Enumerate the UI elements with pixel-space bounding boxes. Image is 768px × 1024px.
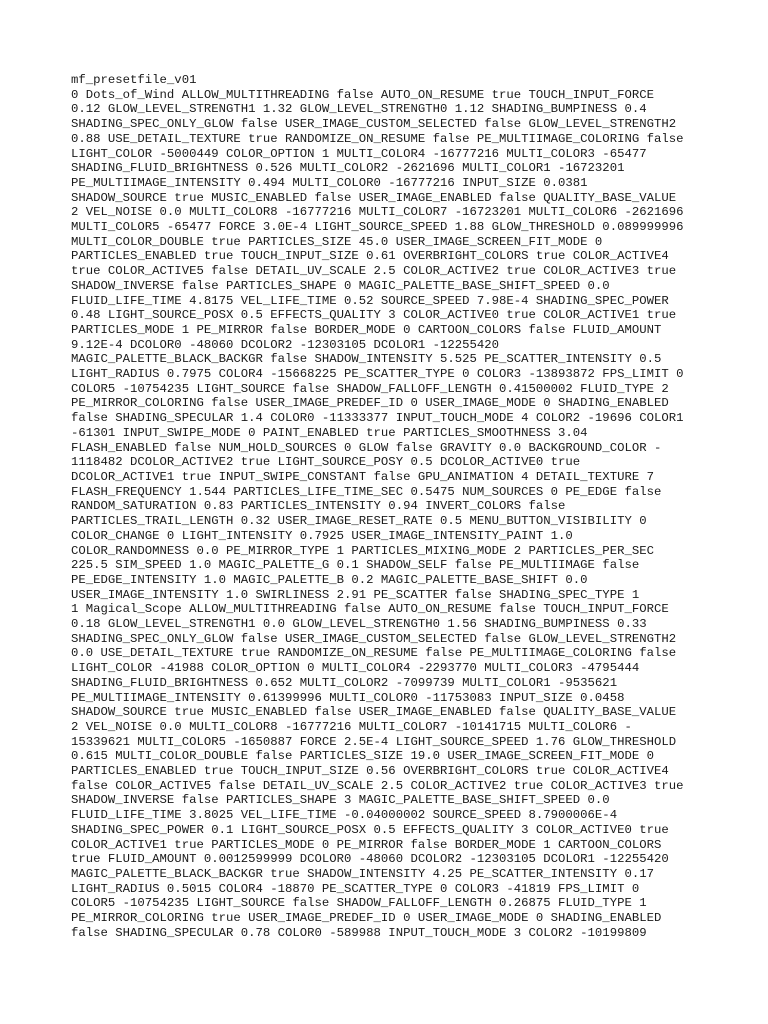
text-line: SHADING_SPEC_POWER 0.1 LIGHT_SOURCE_POSX 0.5 EFFECTS_QUALITY 3 COLOR_ACTIVE0 true [71, 822, 669, 837]
text-line: 0.615 MULTI_COLOR_DOUBLE false PARTICLES_SIZE 19.0 USER_IMAGE_SCREEN_FIT_MODE 0 [71, 749, 654, 764]
text-line: 0.0 USE_DETAIL_TEXTURE true RANDOMIZE_ON_RESUME false PE_MULTIIMAGE_COLORING false [71, 646, 677, 661]
text-line: SHADOW_SOURCE true MUSIC_ENABLED false USER_IMAGE_ENABLED false QUALITY_BASE_VALUE [71, 190, 677, 205]
text-line: PE_MULTIIMAGE_INTENSITY 0.61399996 MULTI_COLOR0 -11753083 INPUT_SIZE 0.0458 [71, 690, 625, 705]
text-line: 0.18 GLOW_LEVEL_STRENGTH1 0.0 GLOW_LEVEL_STRENGTH0 1.56 SHADING_BUMPINESS 0.33 [71, 617, 647, 632]
text-line: 1118482 DCOLOR_ACTIVE2 true LIGHT_SOURCE_POSY 0.5 DCOLOR_ACTIVE0 true [71, 455, 581, 470]
text-line: 9.12E-4 DCOLOR0 -48060 DCOLOR2 -12303105 DCOLOR1 -12255420 [71, 337, 500, 352]
text-line: SHADING_FLUID_BRIGHTNESS 0.652 MULTI_COLOR2 -7099739 MULTI_COLOR1 -9535621 [71, 675, 618, 690]
text-line: PARTICLES_ENABLED true TOUCH_INPUT_SIZE 0.56 OVERBRIGHT_COLORS true COLOR_ACTIVE4 [71, 764, 669, 779]
text-line: MULTI_COLOR_DOUBLE true PARTICLES_SIZE 45.0 USER_IMAGE_SCREEN_FIT_MODE 0 [71, 234, 603, 249]
text-line: 2 VEL_NOISE 0.0 MULTI_COLOR8 -16777216 MULTI_COLOR7 -16723201 MULTI_COLOR6 -2621696 [71, 205, 684, 220]
text-line: 0.12 GLOW_LEVEL_STRENGTH1 1.32 GLOW_LEVEL_STRENGTH0 1.12 SHADING_BUMPINESS 0.4 [71, 102, 647, 117]
text-line: PE_MIRROR_COLORING false USER_IMAGE_PREDEF_ID 0 USER_IMAGE_MODE 0 SHADING_ENABLED [71, 396, 669, 411]
text-line: FLUID_LIFE_TIME 4.8175 VEL_LIFE_TIME 0.52 SOURCE_SPEED 7.98E-4 SHADING_SPEC_POWER [71, 293, 669, 308]
text-line: SHADOW_INVERSE false PARTICLES_SHAPE 3 MAGIC_PALETTE_BASE_SHIFT_SPEED 0.0 [71, 793, 610, 808]
text-line: SHADOW_INVERSE false PARTICLES_SHAPE 0 MAGIC_PALETTE_BASE_SHIFT_SPEED 0.0 [71, 278, 610, 293]
text-line: 0.88 USE_DETAIL_TEXTURE true RANDOMIZE_ON_RESUME false PE_MULTIIMAGE_COLORING false [71, 131, 684, 146]
preset-file-text [71, 73, 711, 940]
text-line: LIGHT_RADIUS 0.7975 COLOR4 -15668225 PE_SCATTER_TYPE 0 COLOR3 -13893872 FPS_LIMIT 0 [71, 367, 684, 382]
text-line: PE_MIRROR_COLORING true USER_IMAGE_PREDEF_ID 0 USER_IMAGE_MODE 0 SHADING_ENABLED [71, 911, 662, 926]
text-line: RANDOM_SATURATION 0.83 PARTICLES_INTENSITY 0.94 INVERT_COLORS false [71, 499, 566, 514]
text-line: MAGIC_PALETTE_BLACK_BACKGR true SHADOW_INTENSITY 4.25 PE_SCATTER_INTENSITY 0.17 [71, 866, 654, 881]
text-line: SHADING_FLUID_BRIGHTNESS 0.526 MULTI_COLOR2 -2621696 MULTI_COLOR1 -16723201 [71, 161, 625, 176]
text-line: 0.48 LIGHT_SOURCE_POSX 0.5 EFFECTS_QUALITY 3 COLOR_ACTIVE0 true COLOR_ACTIVE1 true [71, 308, 677, 323]
text-line: SHADING_SPEC_ONLY_GLOW false USER_IMAGE_CUSTOM_SELECTED false GLOW_LEVEL_STRENGTH2 [71, 117, 677, 132]
text-line: COLOR5 -10754235 LIGHT_SOURCE false SHADOW_FALLOFF_LENGTH 0.26875 FLUID_TYPE 1 [71, 896, 647, 911]
text-line: false SHADING_SPECULAR 0.78 COLOR0 -589988 INPUT_TOUCH_MODE 3 COLOR2 -10199809 [71, 925, 647, 940]
text-line: 225.5 SIM_SPEED 1.0 MAGIC_PALETTE_G 0.1 SHADOW_SELF false PE_MULTIIMAGE false [71, 558, 640, 573]
text-line: COLOR_ACTIVE1 true PARTICLES_MODE 0 PE_MIRROR false BORDER_MODE 1 CARTOON_COLORS [71, 837, 662, 852]
text-line: PE_MULTIIMAGE_INTENSITY 0.494 MULTI_COLOR0 -16777216 INPUT_SIZE 0.0381 [71, 175, 588, 190]
text-line: false COLOR_ACTIVE5 false DETAIL_UV_SCALE 2.5 COLOR_ACTIVE2 true COLOR_ACTIVE3 true [71, 778, 684, 793]
text-line: DCOLOR_ACTIVE1 true INPUT_SWIPE_CONSTANT false GPU_ANIMATION 4 DETAIL_TEXTURE 7 [71, 469, 654, 484]
text-line: LIGHT_RADIUS 0.5015 COLOR4 -18870 PE_SCATTER_TYPE 0 COLOR3 -41819 FPS_LIMIT 0 [71, 881, 640, 896]
text-line: 2 VEL_NOISE 0.0 MULTI_COLOR8 -16777216 MULTI_COLOR7 -10141715 MULTI_COLOR6 - [71, 719, 632, 734]
text-line: SHADING_SPEC_ONLY_GLOW false USER_IMAGE_CUSTOM_SELECTED false GLOW_LEVEL_STRENGTH2 [71, 631, 677, 646]
text-line: true FLUID_AMOUNT 0.0012599999 DCOLOR0 -48060 DCOLOR2 -12303105 DCOLOR1 -12255420 [71, 852, 669, 867]
text-line: mf_presetfile_v01 [71, 73, 197, 87]
text-line: COLOR_CHANGE 0 LIGHT_INTENSITY 0.7925 USER_IMAGE_INTENSITY_PAINT 1.0 [71, 528, 573, 543]
text-line: MAGIC_PALETTE_BLACK_BACKGR false SHADOW_INTENSITY 5.525 PE_SCATTER_INTENSITY 0.5 [71, 352, 662, 367]
text-line: PE_EDGE_INTENSITY 1.0 MAGIC_PALETTE_B 0.2 MAGIC_PALETTE_BASE_SHIFT 0.0 [71, 572, 588, 587]
text-line: 0 Dots_of_Wind ALLOW_MULTITHREADING false AUTO_ON_RESUME true TOUCH_INPUT_FORCE [71, 87, 654, 102]
text-line: MULTI_COLOR5 -65477 FORCE 3.0E-4 LIGHT_SOURCE_SPEED 1.88 GLOW_THRESHOLD 0.089999996 [71, 220, 684, 235]
text-line: 1 Magical_Scope ALLOW_MULTITHREADING false AUTO_ON_RESUME false TOUCH_INPUT_FORCE [71, 602, 669, 617]
text-line: SHADOW_SOURCE true MUSIC_ENABLED false USER_IMAGE_ENABLED false QUALITY_BASE_VALUE [71, 705, 677, 720]
text-line: USER_IMAGE_INTENSITY 1.0 SWIRLINESS 2.91 PE_SCATTER false SHADING_SPEC_TYPE 1 [71, 587, 640, 602]
text-line: FLASH_ENABLED false NUM_HOLD_SOURCES 0 GLOW false GRAVITY 0.0 BACKGROUND_COLOR - [71, 440, 662, 455]
text-line: COLOR5 -10754235 LIGHT_SOURCE false SHADOW_FALLOFF_LENGTH 0.41500002 FLUID_TYPE 2 [71, 381, 669, 396]
text-line: FLUID_LIFE_TIME 3.8025 VEL_LIFE_TIME -0.04000002 SOURCE_SPEED 8.7900006E-4 [71, 808, 618, 823]
text-line: FLASH_FREQUENCY 1.544 PARTICLES_LIFE_TIME_SEC 0.5475 NUM_SOURCES 0 PE_EDGE false [71, 484, 662, 499]
text-line: PARTICLES_ENABLED true TOUCH_INPUT_SIZE 0.61 OVERBRIGHT_COLORS true COLOR_ACTIVE4 [71, 249, 669, 264]
text-line: true COLOR_ACTIVE5 false DETAIL_UV_SCALE 2.5 COLOR_ACTIVE2 true COLOR_ACTIVE3 true [71, 264, 677, 279]
text-line: LIGHT_COLOR -5000449 COLOR_OPTION 1 MULTI_COLOR4 -16777216 MULTI_COLOR3 -65477 [71, 146, 647, 161]
text-line: false SHADING_SPECULAR 1.4 COLOR0 -11333377 INPUT_TOUCH_MODE 4 COLOR2 -19696 COLOR1 [71, 411, 684, 426]
text-line: COLOR_RANDOMNESS 0.0 PE_MIRROR_TYPE 1 PARTICLES_MIXING_MODE 2 PARTICLES_PER_SEC [71, 543, 654, 558]
text-line: 15339621 MULTI_COLOR5 -1650887 FORCE 2.5E-4 LIGHT_SOURCE_SPEED 1.76 GLOW_THRESHOLD [71, 734, 677, 749]
text-line: PARTICLES_TRAIL_LENGTH 0.32 USER_IMAGE_RESET_RATE 0.5 MENU_BUTTON_VISIBILITY 0 [71, 514, 647, 529]
text-line: LIGHT_COLOR -41988 COLOR_OPTION 0 MULTI_COLOR4 -2293770 MULTI_COLOR3 -4795444 [71, 661, 640, 676]
text-line: PARTICLES_MODE 1 PE_MIRROR false BORDER_MODE 0 CARTOON_COLORS false FLUID_AMOUNT [71, 322, 662, 337]
text-line: -61301 INPUT_SWIPE_MODE 0 PAINT_ENABLED true PARTICLES_SMOOTHNESS 3.04 [71, 425, 588, 440]
